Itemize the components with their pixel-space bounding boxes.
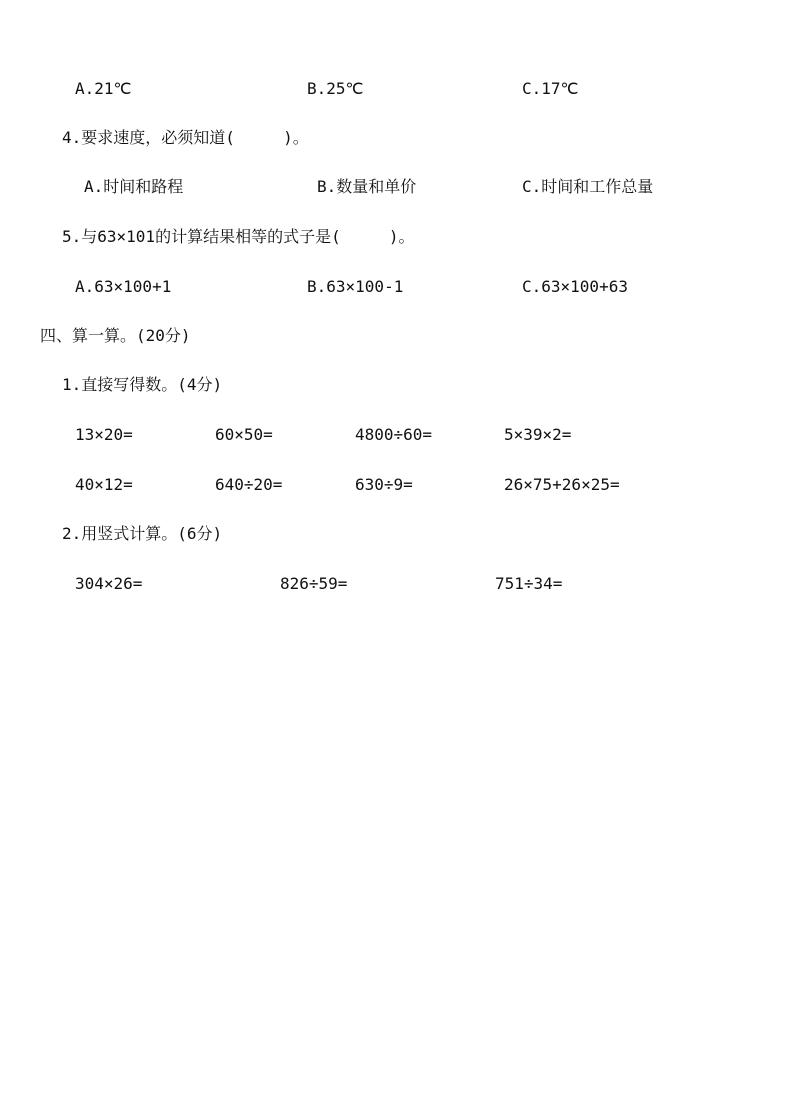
vertical-calc-item: 751÷34=	[495, 574, 563, 593]
section-4-title: 四、算一算。(20分)	[40, 326, 191, 345]
q3-option-b: B.25℃	[307, 79, 364, 98]
calc-item: 630÷9=	[355, 475, 413, 494]
q5-option-b: B.63×100-1	[307, 277, 404, 296]
calc-item: 60×50=	[215, 425, 273, 444]
q4-option-c: C.时间和工作总量	[522, 177, 654, 196]
q4-stem: 4.要求速度，必须知道( )。	[62, 128, 309, 147]
calc-item: 40×12=	[75, 475, 133, 494]
calc-item: 26×75+26×25=	[504, 475, 620, 494]
q5-stem: 5.与63×101的计算结果相等的式子是( )。	[62, 227, 415, 246]
calc-item: 640÷20=	[215, 475, 283, 494]
q3-option-c: C.17℃	[522, 79, 579, 98]
calc-item: 13×20=	[75, 425, 133, 444]
q4-option-b: B.数量和单价	[317, 177, 417, 196]
calc-item: 4800÷60=	[355, 425, 433, 444]
q3-option-a: A.21℃	[75, 79, 132, 98]
q5-option-a: A.63×100+1	[75, 277, 172, 296]
calc-item: 5×39×2=	[504, 425, 572, 444]
vertical-calc-item: 304×26=	[75, 574, 143, 593]
part-2-title: 2.用竖式计算。(6分)	[62, 524, 223, 543]
q4-option-a: A.时间和路程	[84, 177, 184, 196]
vertical-calc-item: 826÷59=	[280, 574, 348, 593]
q5-option-c: C.63×100+63	[522, 277, 628, 296]
part-1-title: 1.直接写得数。(4分)	[62, 375, 223, 394]
